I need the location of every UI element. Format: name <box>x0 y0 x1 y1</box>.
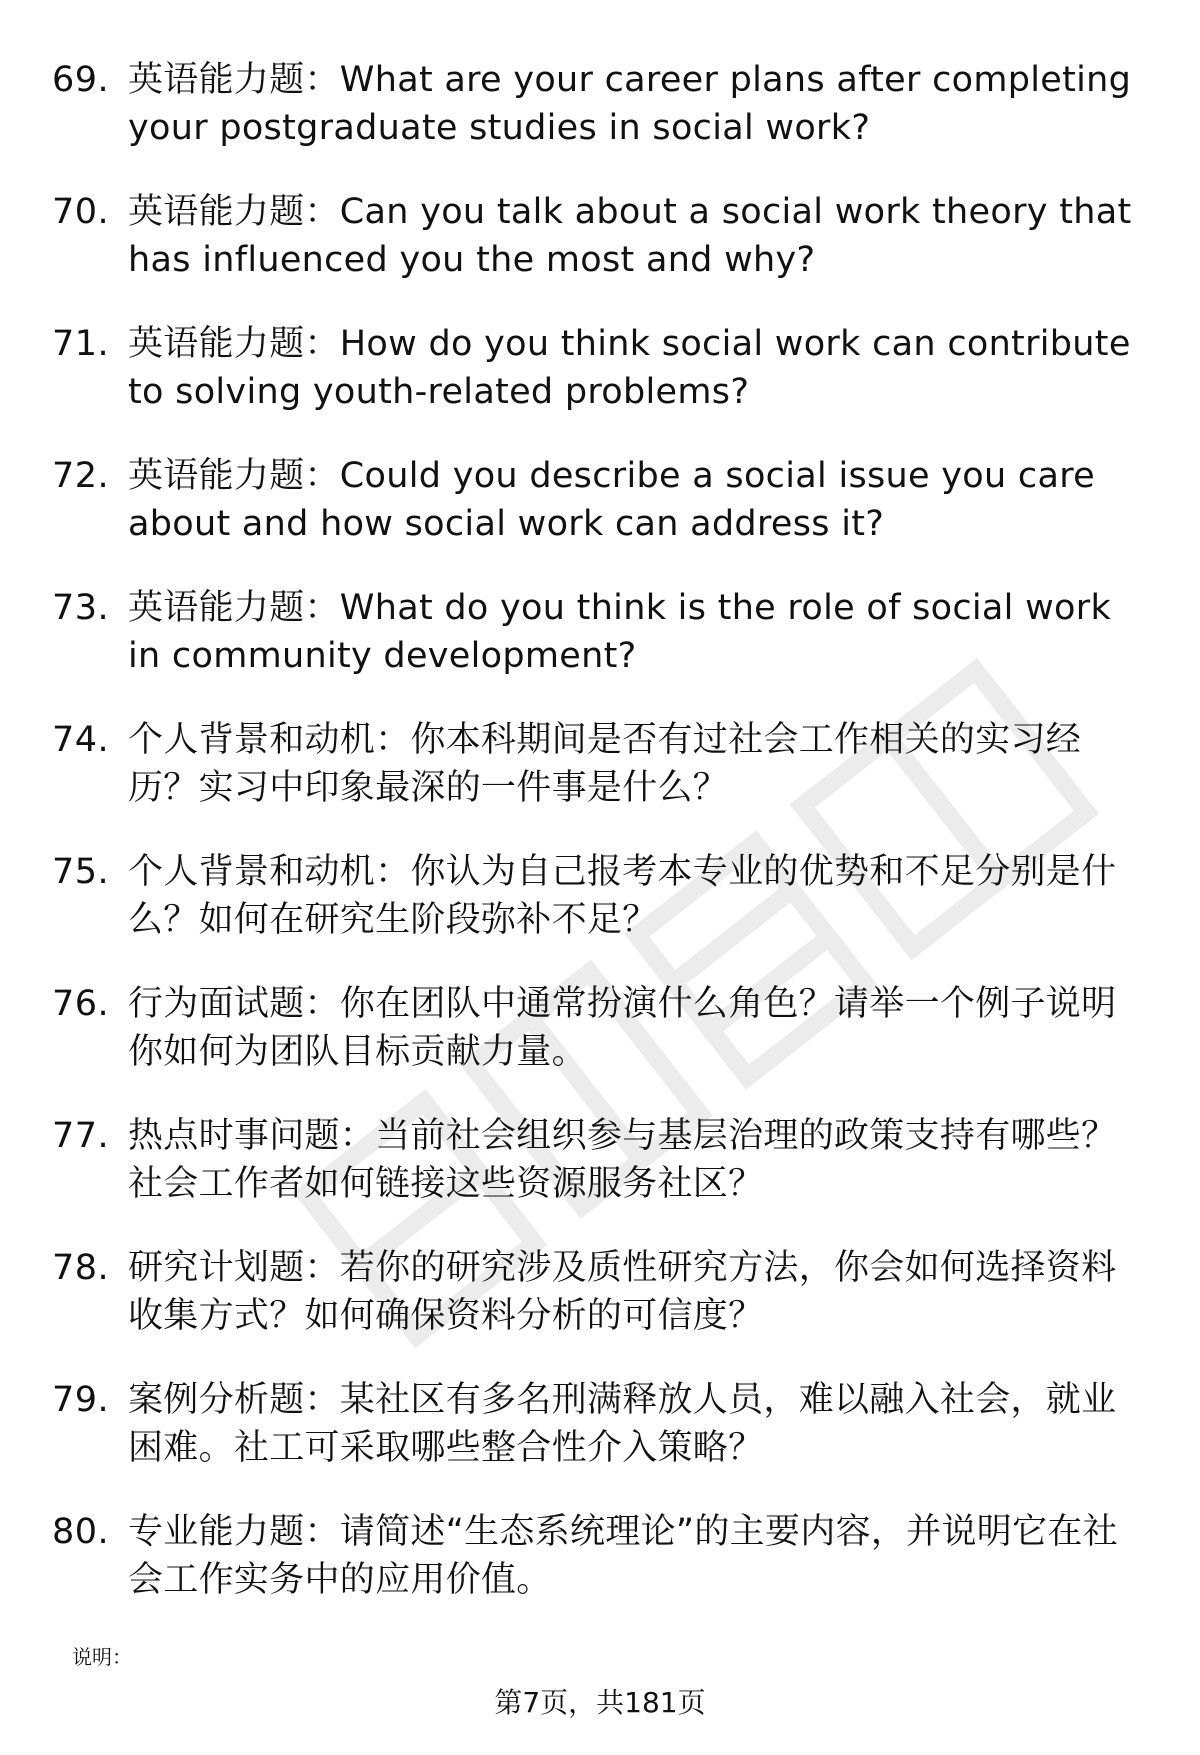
question-number: 77. <box>52 1116 110 1156</box>
question-number: 76. <box>52 984 110 1024</box>
question-item <box>52 848 1142 980</box>
question-item <box>52 320 1142 452</box>
question-item <box>52 1376 1142 1508</box>
question-text: 专业能力题：请简述“生态系统理论”的主要内容，并说明它在社会工作实务中的应用价值。 <box>128 1512 1118 1600</box>
question-number: 75. <box>52 852 110 892</box>
question-text: 英语能力题：Could you describe a social issue you care about and how social work can address it? <box>128 456 1095 544</box>
question-number: 70. <box>52 192 110 232</box>
question-item <box>52 188 1142 320</box>
page-footer: 第7页，共181页 <box>494 1686 706 1719</box>
question-text: 英语能力题：What do you think is the role of social work in community development? <box>128 588 1112 676</box>
question-item <box>52 452 1142 584</box>
question-item <box>52 56 1142 188</box>
question-number: 69. <box>52 60 110 100</box>
question-text: 行为面试题：你在团队中通常扮演什么角色？请举一个例子说明你如何为团队目标贡献力量。 <box>128 984 1117 1072</box>
note-label: 说明： <box>72 1645 132 1669</box>
question-text: 热点时事问题：当前社会组织参与基层治理的政策支持有哪些？社会工作者如何链接这些资源服务社区？ <box>128 1116 1117 1204</box>
question-text: 研究计划题：若你的研究涉及质性研究方法，你会如何选择资料收集方式？如何确保资料分析的可信度？ <box>128 1248 1117 1336</box>
question-number: 71. <box>52 324 110 364</box>
question-text: 英语能力题：Can you talk about a social work theory that has influenced you the most and why? <box>128 192 1132 280</box>
question-number: 72. <box>52 456 110 496</box>
question-number: 80. <box>52 1512 110 1552</box>
question-item <box>52 980 1142 1112</box>
question-text: 个人背景和动机：你本科期间是否有过社会工作相关的实习经历？实习中印象最深的一件事是什么？ <box>128 720 1082 808</box>
question-number: 74. <box>52 720 110 760</box>
question-number: 73. <box>52 588 110 628</box>
question-item <box>52 584 1142 716</box>
question-item <box>52 1508 1142 1640</box>
question-number: 79. <box>52 1380 110 1420</box>
question-list <box>52 56 1142 1640</box>
question-item <box>52 716 1142 848</box>
question-text: 英语能力题：What are your career plans after completing your postgraduate studies in social work? <box>128 60 1132 148</box>
question-item <box>52 1112 1142 1244</box>
question-number: 78. <box>52 1248 110 1288</box>
question-text: 英语能力题：How do you think social work can contribute to solving youth-related problems? <box>128 324 1131 412</box>
question-text: 个人背景和动机：你认为自己报考本专业的优势和不足分别是什么？如何在研究生阶段弥补不足？ <box>128 852 1117 940</box>
question-item <box>52 1244 1142 1376</box>
question-text: 案例分析题：某社区有多名刑满释放人员，难以融入社会，就业困难。社工可采取哪些整合性介入策略？ <box>128 1380 1117 1468</box>
